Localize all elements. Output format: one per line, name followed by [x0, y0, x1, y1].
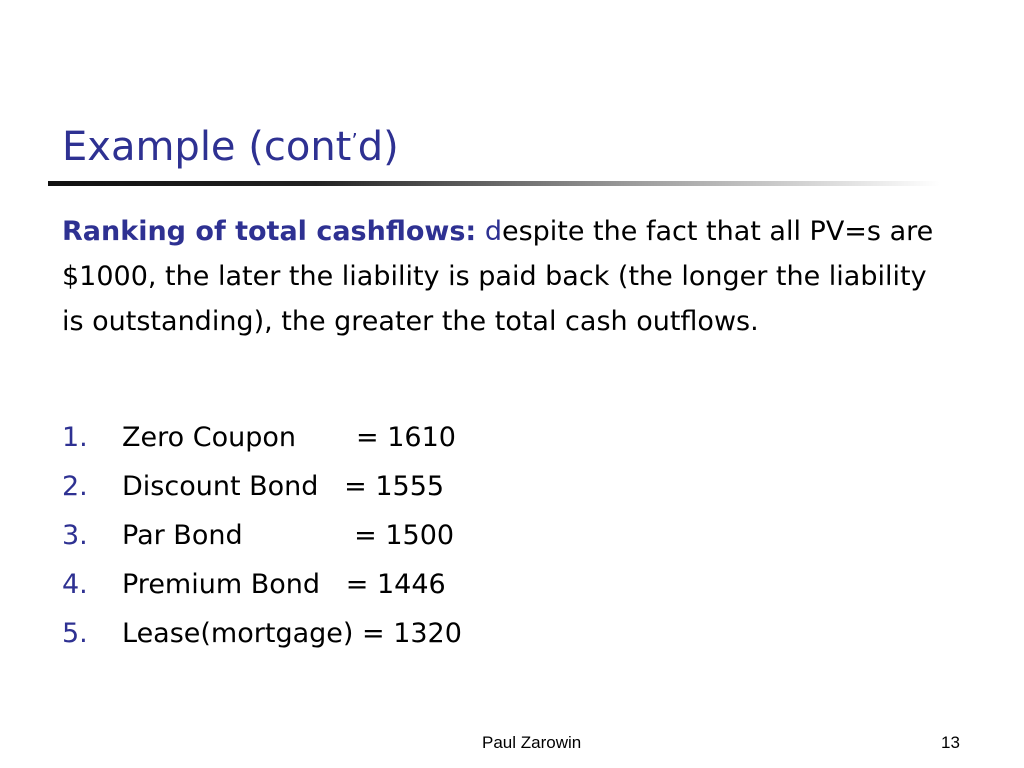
- list-item-text: Par Bond = 1500: [122, 520, 455, 551]
- paragraph-first-letter: d: [484, 216, 502, 247]
- ranking-list: [62, 415, 462, 660]
- list-item: [62, 513, 462, 562]
- list-item: [62, 415, 462, 464]
- paragraph-text: espite the fact that all PV=s are $1000, the later the liability is paid back (the longer the liability is outstanding), the greater the total cash outflows.: [62, 216, 934, 337]
- list-item-text: Premium Bond = 1446: [122, 569, 446, 600]
- title-divider: [48, 181, 940, 186]
- title-text-end: d): [357, 124, 399, 170]
- list-item-number: 1.: [62, 422, 88, 453]
- list-item-number: 4.: [62, 569, 88, 600]
- list-item: [62, 464, 462, 513]
- title-text-start: Example (cont: [62, 124, 352, 170]
- list-item-text: Zero Coupon = 1610: [122, 422, 456, 453]
- footer-author: Paul Zarowin: [482, 733, 582, 752]
- list-item-number: 3.: [62, 520, 88, 551]
- slide-title: [62, 122, 399, 178]
- page-number: 13: [941, 733, 960, 752]
- ranking-paragraph: [62, 209, 942, 344]
- list-item-text: Lease(mortgage) = 1320: [122, 618, 462, 649]
- list-item: [62, 611, 462, 660]
- title-apostrophe: ’: [351, 129, 358, 153]
- paragraph-lead: Ranking of total cashflows:: [62, 216, 477, 247]
- list-item: [62, 562, 462, 611]
- list-item-text: Discount Bond = 1555: [122, 471, 445, 502]
- list-item-number: 5.: [62, 618, 88, 649]
- list-item-number: 2.: [62, 471, 88, 502]
